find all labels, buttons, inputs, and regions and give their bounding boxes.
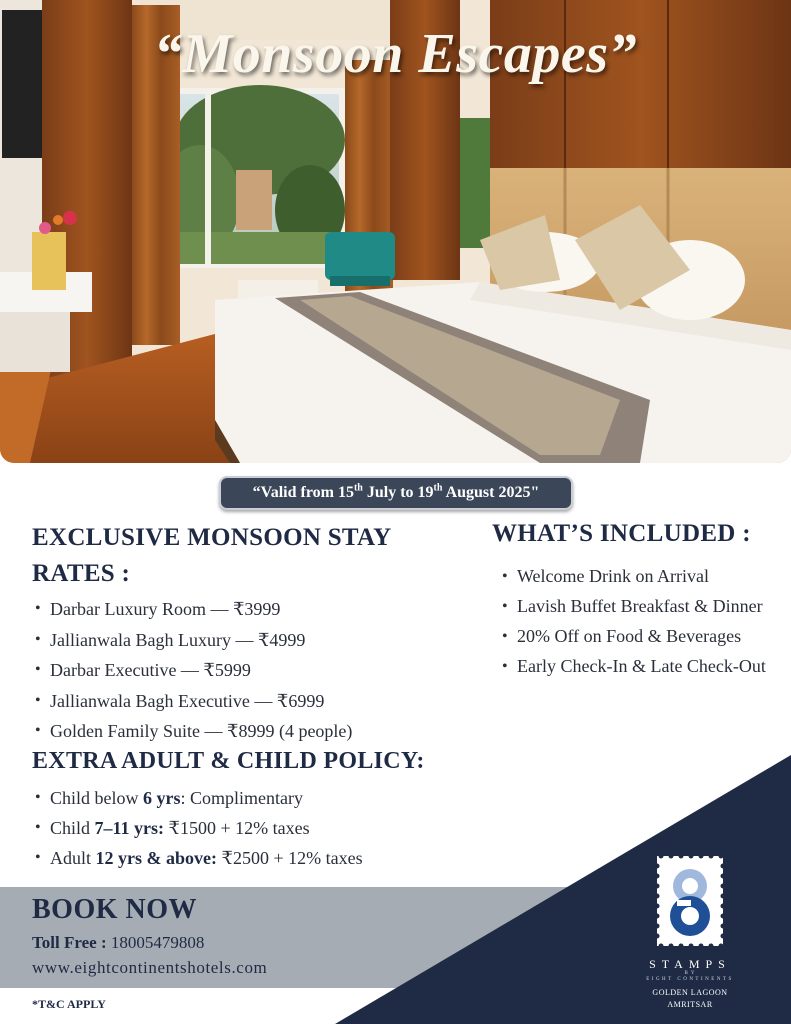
tollfree-number[interactable]: 18005479808: [106, 933, 205, 952]
included-item: • Welcome Drink on Arrival: [502, 564, 774, 589]
included-item: • Lavish Buffet Breakfast & Dinner: [502, 594, 774, 619]
included-item: • Early Check-In & Late Check-Out: [502, 654, 774, 679]
tollfree-label: Toll Free :: [32, 933, 107, 952]
policy-age: 6 yrs: [143, 788, 181, 808]
policy-heading: EXTRA ADULT & CHILD POLICY:: [32, 748, 425, 774]
policy-age: 12 yrs & above:: [95, 848, 217, 868]
policy-text: Adult: [50, 848, 96, 868]
hero-title: “Monsoon Escapes”: [153, 23, 638, 85]
policy-text: ₹1500 + 12% taxes: [164, 818, 310, 838]
rates-heading: EXCLUSIVE MONSOON STAY RATES :: [32, 524, 391, 587]
rate-item: • Jallianwala Bagh Luxury — ₹4999: [35, 628, 475, 659]
website-link[interactable]: www.eightcontinentshotels.com: [32, 958, 268, 977]
validity-middle: July to 19: [362, 484, 434, 501]
validity-sup-1: th: [353, 482, 363, 494]
rate-item: • Darbar Executive — ₹5999: [35, 658, 475, 689]
policy-text: ₹2500 + 12% taxes: [217, 848, 363, 868]
logo-brand: STAMPS: [649, 957, 731, 971]
validity-suffix: August 2025": [442, 484, 540, 501]
included-heading: WHAT’S INCLUDED :: [492, 520, 751, 547]
logo-by: B Y: [684, 971, 696, 976]
logo-city: AMRITSAR: [667, 1000, 713, 1009]
logo-group: EIGHT CONTINENTS: [646, 977, 734, 982]
policy-text: : Complimentary: [180, 788, 303, 808]
tollfree-line: [32, 933, 204, 953]
included-item: • 20% Off on Food & Beverages: [502, 624, 774, 649]
rate-item: • Golden Family Suite — ₹8999 (4 people): [35, 719, 475, 750]
policy-age: 7–11 yrs:: [94, 818, 165, 838]
policy-text: Child: [50, 818, 95, 838]
terms-note: *T&C APPLY: [32, 997, 106, 1011]
stamp-8-icon: [657, 856, 723, 946]
book-now-heading: BOOK NOW: [32, 894, 198, 925]
rate-item: • Jallianwala Bagh Executive — ₹6999: [35, 689, 475, 720]
logo-property: GOLDEN LAGOON: [652, 988, 728, 997]
validity-sup-2: th: [433, 482, 443, 494]
policy-text: Child below: [50, 788, 143, 808]
rate-item: • Darbar Luxury Room — ₹3999: [35, 597, 475, 628]
validity-prefix: “Valid from 15: [252, 484, 354, 501]
